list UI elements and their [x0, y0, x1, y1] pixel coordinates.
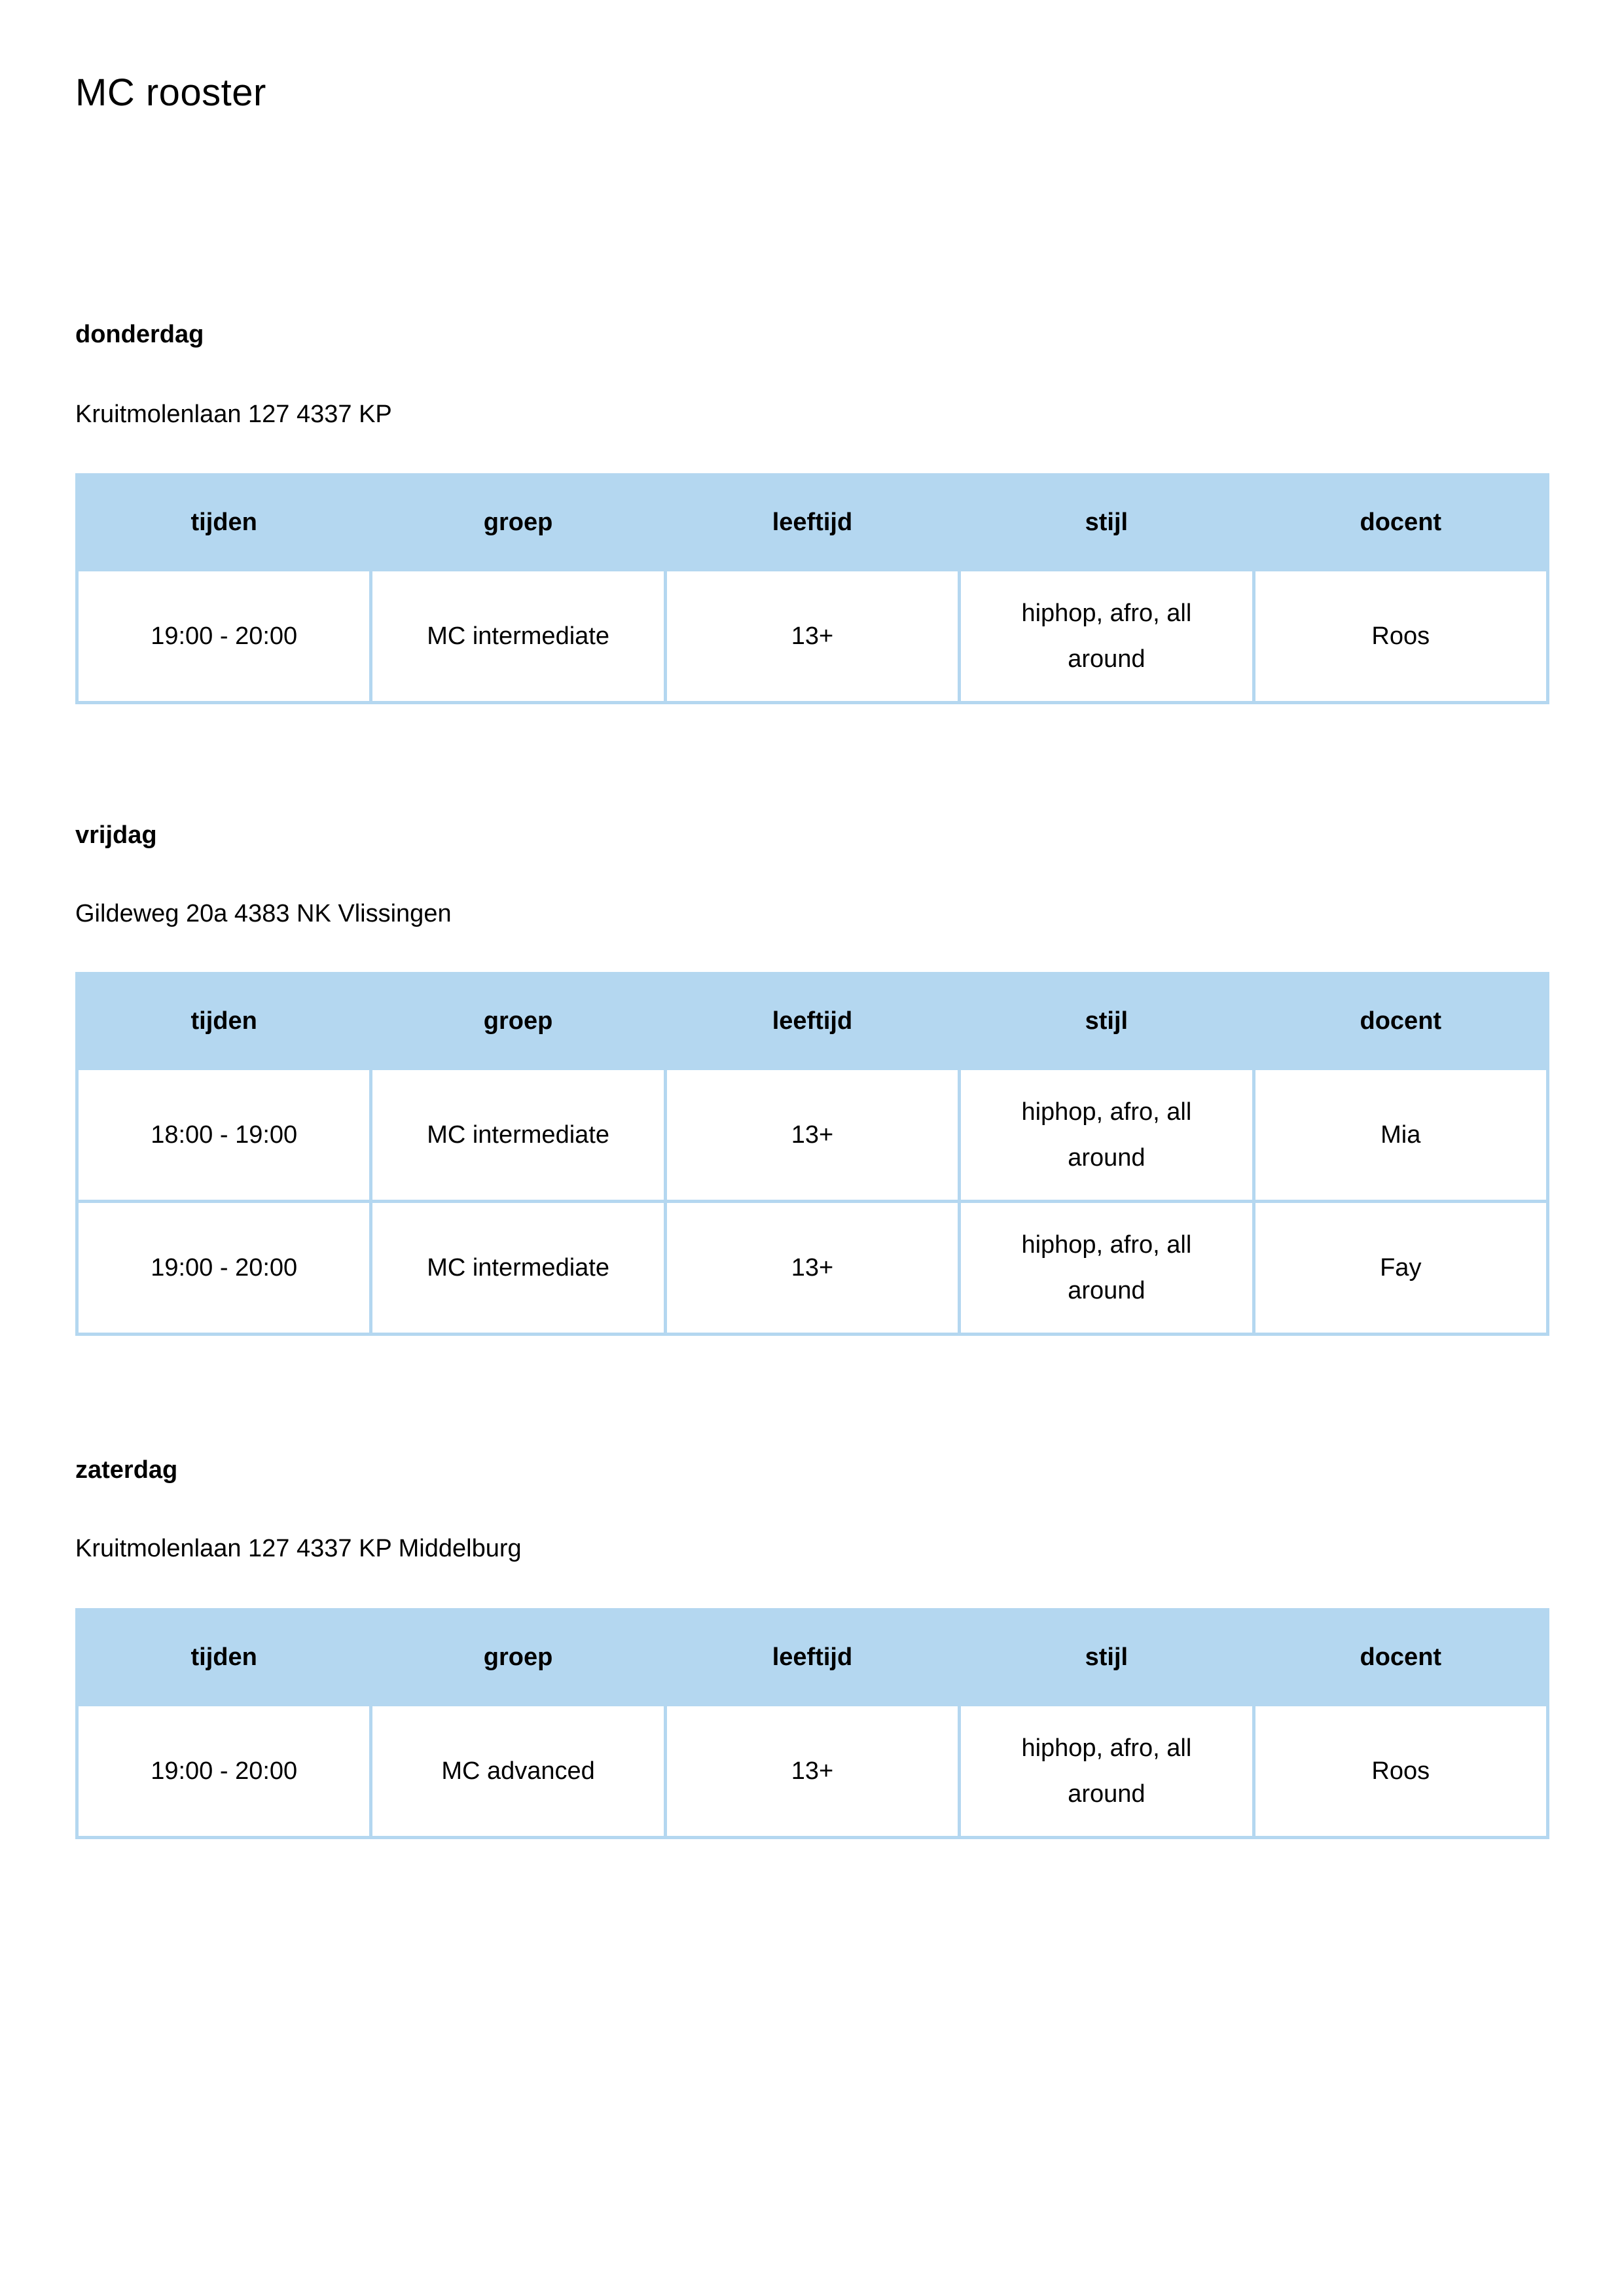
address-donderdag: Kruitmolenlaan 127 4337 KP	[75, 401, 392, 428]
cell-stijl: hiphop, afro, all around	[960, 1705, 1254, 1838]
day-heading-vrijdag: vrijdag	[75, 821, 157, 849]
table-row	[77, 1705, 1548, 1838]
column-header-groep: groep	[371, 1610, 665, 1705]
cell-stijl: hiphop, afro, all around	[960, 1202, 1254, 1335]
column-header-tijden: tijden	[77, 475, 371, 570]
cell-groep: MC intermediate	[371, 1069, 665, 1202]
page-title: MC rooster	[75, 71, 266, 114]
column-header-docent: docent	[1254, 475, 1547, 570]
cell-tijden: 19:00 - 20:00	[77, 570, 371, 703]
cell-stijl: hiphop, afro, all around	[960, 1069, 1254, 1202]
cell-tijden: 18:00 - 19:00	[77, 1069, 371, 1202]
cell-docent: Roos	[1254, 1705, 1547, 1838]
cell-tijden: 19:00 - 20:00	[77, 1705, 371, 1838]
table-header-row	[77, 974, 1548, 1069]
column-header-groep: groep	[371, 974, 665, 1069]
cell-groep: MC advanced	[371, 1705, 665, 1838]
schedule-table-vrijdag	[75, 972, 1549, 1336]
table-row	[77, 1069, 1548, 1202]
cell-groep: MC intermediate	[371, 1202, 665, 1335]
column-header-stijl: stijl	[960, 1610, 1254, 1705]
schedule-table-donderdag	[75, 473, 1549, 704]
column-header-docent: docent	[1254, 974, 1547, 1069]
cell-leeftijd: 13+	[665, 1202, 959, 1335]
cell-docent: Roos	[1254, 570, 1547, 703]
column-header-leeftijd: leeftijd	[665, 974, 959, 1069]
cell-tijden: 19:00 - 20:00	[77, 1202, 371, 1335]
column-header-leeftijd: leeftijd	[665, 1610, 959, 1705]
table-header-row	[77, 475, 1548, 570]
table-row	[77, 570, 1548, 703]
cell-docent: Mia	[1254, 1069, 1547, 1202]
cell-leeftijd: 13+	[665, 570, 959, 703]
cell-groep: MC intermediate	[371, 570, 665, 703]
cell-stijl: hiphop, afro, all around	[960, 570, 1254, 703]
cell-leeftijd: 13+	[665, 1069, 959, 1202]
day-heading-donderdag: donderdag	[75, 321, 204, 348]
column-header-leeftijd: leeftijd	[665, 475, 959, 570]
cell-docent: Fay	[1254, 1202, 1547, 1335]
address-vrijdag: Gildeweg 20a 4383 NK Vlissingen	[75, 900, 452, 927]
column-header-stijl: stijl	[960, 974, 1254, 1069]
column-header-tijden: tijden	[77, 1610, 371, 1705]
column-header-docent: docent	[1254, 1610, 1547, 1705]
schedule-table-zaterdag	[75, 1608, 1549, 1839]
cell-leeftijd: 13+	[665, 1705, 959, 1838]
address-zaterdag: Kruitmolenlaan 127 4337 KP Middelburg	[75, 1535, 522, 1562]
table-header-row	[77, 1610, 1548, 1705]
column-header-groep: groep	[371, 475, 665, 570]
table-row	[77, 1202, 1548, 1335]
day-heading-zaterdag: zaterdag	[75, 1456, 178, 1484]
column-header-tijden: tijden	[77, 974, 371, 1069]
column-header-stijl: stijl	[960, 475, 1254, 570]
